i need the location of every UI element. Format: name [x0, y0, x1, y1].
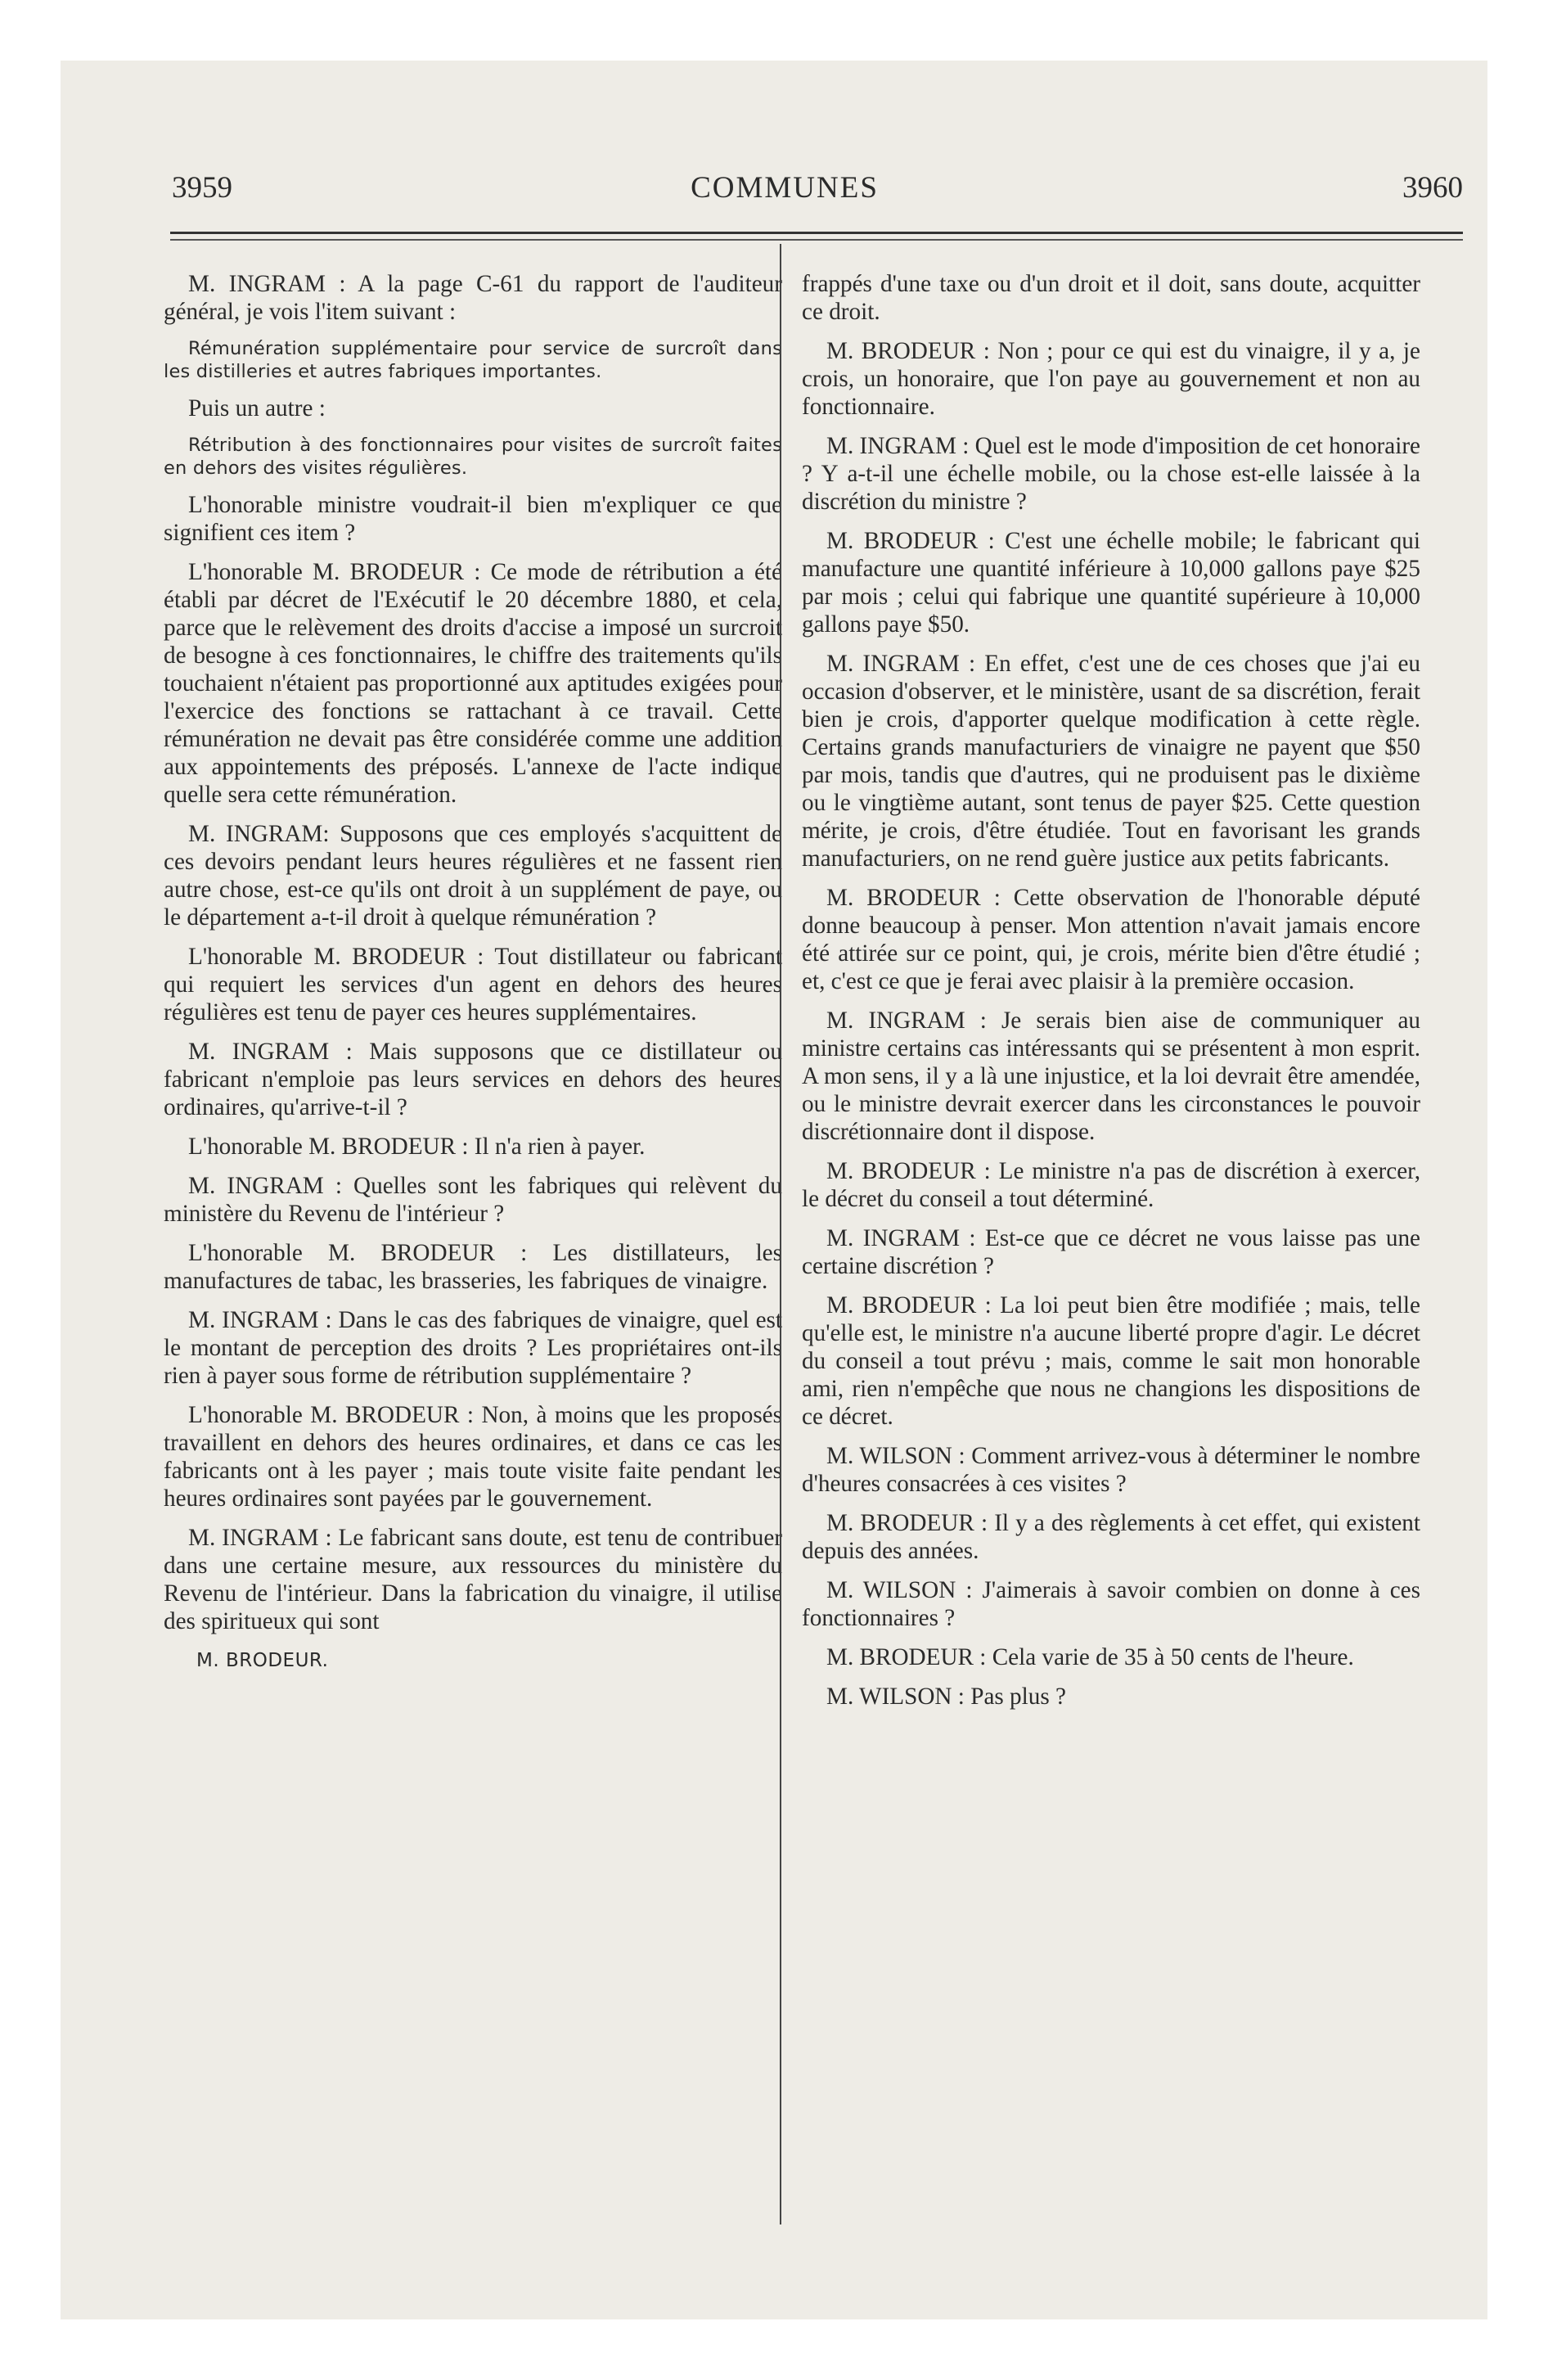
header-rule-top	[170, 232, 1463, 234]
paragraph: M. INGRAM : Mais supposons que ce distillateur ou fabricant n'emploie pas leurs services en dehors des heures ordinaires, qu'arrive-t-il ?	[164, 1039, 782, 1120]
paragraph: M. WILSON : J'aimerais à savoir combien on donne à ces fonctionnaires ?	[802, 1577, 1420, 1631]
paragraph: M. INGRAM : Dans le cas des fabriques de vinaigre, quel est le montant de perception des droits ? Les propriétaires ont-ils rien à payer sous forme de rétribution supplémentaire ?	[164, 1307, 782, 1389]
paragraph: Puis un autre :	[188, 395, 326, 421]
page-title: COMMUNES	[691, 171, 879, 205]
paragraph: M. BRODEUR : Il y a des règlements à cet effet, qui existent depuis des années.	[802, 1510, 1420, 1564]
page-number-left: 3959	[172, 171, 232, 205]
paragraph: L'honorable ministre voudrait-il bien m'expliquer ce que signifient ces item ?	[164, 492, 782, 546]
paragraph: M. INGRAM : A la page C-61 du rapport de l'auditeur général, je vois l'item suivant :	[164, 271, 782, 325]
paragraph: M. BRODEUR : Non ; pour ce qui est du vinaigre, il y a, je crois, un honoraire, que l'on paye au gouvernement et non au fonctionnaire.	[802, 338, 1420, 420]
page-header	[106, 170, 1463, 219]
paragraph: M. INGRAM : Quel est le mode d'imposition de cet honoraire ? Y a-t-il une échelle mobile, ou la chose est-elle laissée à la discrétion du ministre ?	[802, 433, 1420, 515]
paragraph: M. INGRAM : Je serais bien aise de communiquer au ministre certains cas intéressants qui se présentent à mon esprit. A mon sens, il y a là une injustice, et la loi devrait être amendée, ou le ministre devrait exercer dans les circonstances le pouvoir discrétionnaire dont il dispose.	[802, 1007, 1420, 1145]
signature-line: M. BRODEUR.	[196, 1650, 329, 1671]
paragraph: L'honorable M. BRODEUR : Les distillateurs, les manufactures de tabac, les brasseries, les fabriques de vinaigre.	[164, 1240, 782, 1294]
paragraph: frappés d'une taxe ou d'un droit et il doit, sans doute, acquitter ce droit.	[802, 271, 1420, 325]
right-column	[802, 270, 1420, 1722]
paragraph: M. INGRAM: Supposons que ces employés s'acquittent de ces devoirs pendant leurs heures régulières et ne fassent rien autre chose, est-ce qu'ils ont droit à un supplément de paye, ou le département a-t-il droit à quelque rémunération ?	[164, 821, 782, 931]
paragraph: M. INGRAM : Quelles sont les fabriques qui relèvent du ministère du Revenu de l'intérieur ?	[164, 1173, 782, 1227]
paragraph: L'honorable M. BRODEUR : Tout distillateur ou fabricant qui requiert les services d'un agent en dehors des heures régulières est tenu de payer ces heures supplémentaires.	[164, 944, 782, 1025]
paragraph: L'honorable M. BRODEUR : Il n'a rien à payer.	[188, 1134, 646, 1160]
paragraph: M. INGRAM : Est-ce que ce décret ne vous laisse pas une certaine discrétion ?	[802, 1225, 1420, 1279]
paragraph: M. WILSON : Comment arrivez-vous à déterminer le nombre d'heures consacrées à ces visites ?	[802, 1443, 1420, 1497]
paragraph: M. BRODEUR : Le ministre n'a pas de discrétion à exercer, le décret du conseil a tout déterminé.	[802, 1158, 1420, 1212]
paragraph: Rémunération supplémentaire pour service de surcroît dans les distilleries et autres fabriques importantes.	[164, 338, 782, 382]
left-column	[164, 270, 782, 1686]
paragraph: M. BRODEUR : Cela varie de 35 à 50 cents de l'heure.	[826, 1644, 1354, 1670]
paragraph: M. INGRAM : Le fabricant sans doute, est tenu de contribuer dans une certaine mesure, aux ressources du ministère du Revenu de l'intérieur. Dans la fabrication du vinaigre, il utilise des spiritueux qui sont	[164, 1525, 782, 1634]
paragraph: M. INGRAM : En effet, c'est une de ces choses que j'ai eu occasion d'observer, et le ministère, usant de sa discrétion, ferait bien je crois, d'apporter quelque modification à cette règle. Certains grands manufacturiers de vinaigre ne payent que $50 par mois, tandis que d'autres, qui ne produisent pas le dixième ou le vingtième autant, sont tenus de payer $25. Cette question mérite, je crois, d'être étudiée. Tout en favorisant les grands manufacturiers, on ne rend guère justice aux petits fabricants.	[802, 651, 1420, 872]
paragraph: L'honorable M. BRODEUR : Non, à moins que les proposés travaillent en dehors des heures ordinaires, et dans ce cas les fabricants ont à les payer ; mais toute visite faite pendant les heures ordinaires sont payées par le gouvernement.	[164, 1402, 782, 1512]
column-divider	[780, 244, 781, 2224]
page-number-right: 3960	[1402, 171, 1463, 205]
paragraph: M. BRODEUR : C'est une échelle mobile; le fabricant qui manufacture une quantité inférieure à 10,000 gallons paye $25 par mois ; celui qui fabrique une quantité supérieure à 10,000 gallons paye $50.	[802, 528, 1420, 638]
paragraph: M. BRODEUR : La loi peut bien être modifiée ; mais, telle qu'elle est, le ministre n'a aucune liberté propre d'agir. Le décret du conseil a tout prévu ; mais, comme le sait mon honorable ami, rien n'empêche que nous ne changions les dispositions de ce décret.	[802, 1292, 1420, 1430]
paragraph: L'honorable M. BRODEUR : Ce mode de rétribution a été établi par décret de l'Exécutif le 20 décembre 1880, et cela, parce que le relèvement des droits d'accise a imposé un surcroit de besogne à ces fonctionnaires, le chiffre des traitements qu'ils touchaient n'étaient pas proportionné aux aptitudes exigées pour l'exercice des fonctions se rattachant à ce travail. Cette rémunération ne devait pas être considérée comme une addition aux appointements des préposés. L'annexe de l'acte indique quelle sera cette rémunération.	[164, 559, 782, 808]
paragraph: M. WILSON : Pas plus ?	[826, 1684, 1066, 1710]
header-rule-bottom	[170, 239, 1463, 241]
paragraph: M. BRODEUR : Cette observation de l'honorable député donne beaucoup à penser. Mon attention n'avait jamais encore été attirée sur ce point, qui, je crois, mérite bien d'être étudié ; et, c'est ce que je ferai avec plaisir à la première occasion.	[802, 885, 1420, 994]
paragraph: Rétribution à des fonctionnaires pour visites de surcroît faites en dehors des visites régulières.	[164, 435, 782, 479]
